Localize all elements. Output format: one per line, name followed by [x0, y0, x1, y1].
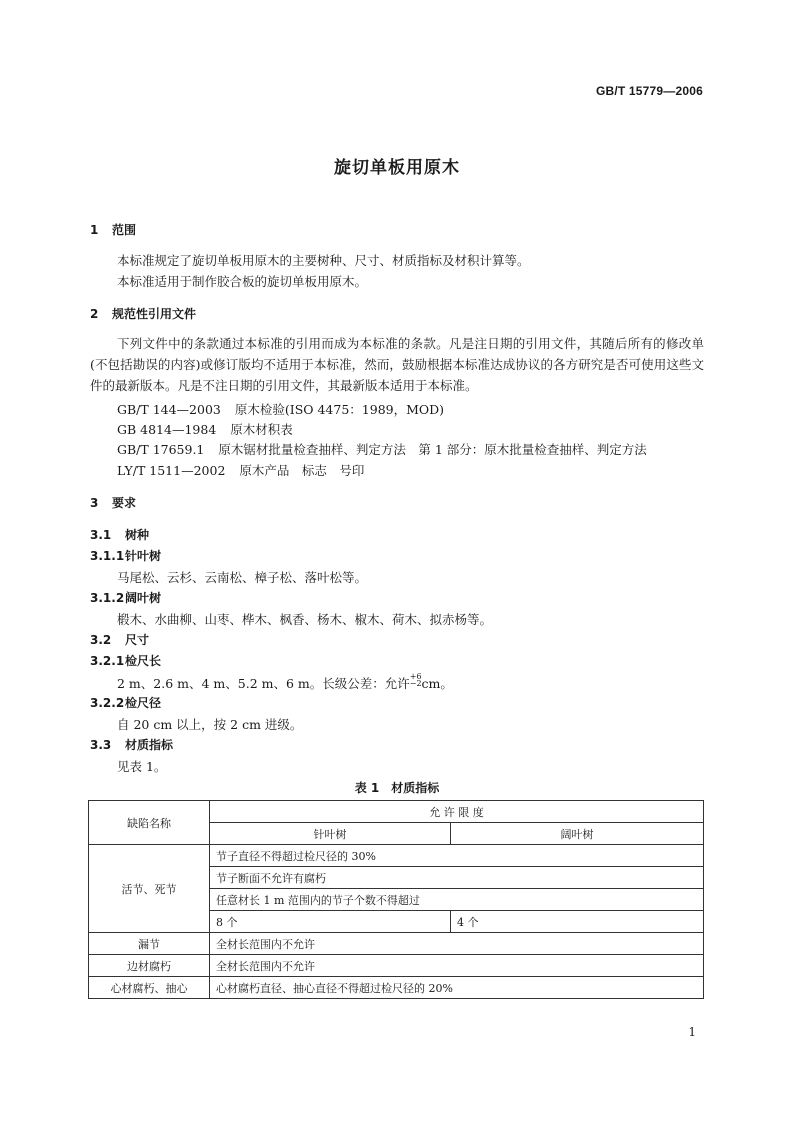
section-title: 针叶树: [125, 549, 162, 563]
knots-broadleaf-count: 4 个: [451, 911, 704, 933]
section-title: 阔叶树: [125, 591, 162, 605]
section-title: 尺寸: [125, 633, 150, 647]
conifer-species-text: 马尾松、云杉、云南松、樟子松、落叶松等。: [117, 570, 368, 585]
section-1-heading: [90, 221, 136, 238]
table-row: [89, 977, 704, 999]
table-row: [89, 845, 704, 867]
diameter-text: 自 20 cm 以上，按 2 cm 进级。: [117, 717, 303, 732]
table-title: 表 1 材质指标: [354, 781, 440, 795]
header-conifer: 针叶树: [210, 823, 451, 845]
header-defect-name: 缺陷名称: [89, 801, 210, 845]
length-tolerance: [410, 673, 422, 687]
knots-conifer-count: 8 个: [210, 911, 451, 933]
length-text: [117, 673, 453, 692]
heartwood-rot-label: 心材腐朽、抽心: [89, 977, 210, 999]
reference-item: [117, 400, 444, 418]
reference-item: [117, 420, 293, 438]
tolerance-minus: −2: [409, 679, 422, 688]
section-title: 检尺径: [125, 696, 162, 710]
section-3-1-2-heading: [90, 589, 161, 606]
length-spec: 2 m、2.6 m、4 m、5.2 m、6 m。长级公差：允许: [117, 676, 410, 691]
section-3-2-2-heading: [90, 694, 161, 711]
page-number: 1: [688, 1025, 696, 1039]
reference-item: [117, 440, 647, 458]
heartwood-rot-value: 心材腐朽直径、抽心直径不得超过检尺径的 20%: [210, 977, 704, 999]
sapwood-rot-value: 全材长范围内不允许: [210, 955, 704, 977]
table-row: [89, 955, 704, 977]
scope-paragraph-2: 本标准适用于制作胶合板的旋切单板用原木。: [117, 274, 368, 289]
knots-rule-2: 节子断面不允许有腐朽: [210, 867, 704, 889]
quality-reference-text: 见表 1。: [117, 759, 167, 774]
reference-code: LY/T 1511—2002: [117, 463, 226, 478]
section-number: 3.3: [90, 738, 112, 752]
references-intro: 下列文件中的条款通过本标准的引用而成为本标准的条款。凡是注日期的引用文件，其随后所有的修改单(不包括勘误的内容)或修订版均不适用于本标准，然而，鼓励根据本标准达成协议的各方研究是否可使用这些文件的最新版本。凡是不注日期的引用文件，其最新版本适用于本标准。: [90, 336, 704, 393]
section-title: 范围: [112, 223, 137, 237]
table-row: [89, 801, 704, 823]
section-3-2-1-heading: [90, 652, 161, 669]
section-number: 3.1.2: [90, 591, 125, 605]
leak-label: 漏节: [89, 933, 210, 955]
section-number: 3.2.1: [90, 654, 125, 668]
length-unit: cm。: [421, 676, 453, 691]
header-broadleaf: 阔叶树: [451, 823, 704, 845]
section-3-heading: [90, 494, 136, 511]
sapwood-rot-label: 边材腐朽: [89, 955, 210, 977]
knots-rule-3: 任意材长 1 m 范围内的节子个数不得超过: [210, 889, 704, 911]
knots-label: 活节、死节: [89, 845, 210, 933]
section-title: 检尺长: [125, 654, 162, 668]
section-number: 2: [90, 307, 99, 321]
header-allow-limit: 允 许 限 度: [210, 801, 704, 823]
section-number: 3.1.1: [90, 549, 125, 563]
knots-rule-1: 节子直径不得超过检尺径的 30%: [210, 845, 704, 867]
reference-code: GB/T 17659.1: [117, 442, 205, 457]
section-2-heading: [90, 305, 196, 322]
section-number: 3.2.2: [90, 696, 125, 710]
reference-title: 原木检验(ISO 4475：1989，MOD): [234, 402, 445, 417]
reference-code: GB 4814—1984: [117, 422, 217, 437]
section-3-1-1-heading: [90, 547, 161, 564]
section-title: 要求: [112, 496, 137, 510]
broadleaf-species-text: 椴木、水曲柳、山枣、桦木、枫香、杨木、椒木、荷木、拟赤杨等。: [117, 612, 493, 627]
section-number: 1: [90, 223, 99, 237]
reference-code: GB/T 144—2003: [117, 402, 221, 417]
reference-item: [117, 461, 364, 479]
section-title: 规范性引用文件: [112, 307, 197, 321]
document-title: 旋切单板用原木: [334, 158, 460, 178]
tolerance-plus: +6: [409, 672, 422, 681]
section-number: 3.2: [90, 633, 112, 647]
section-3-2-heading: [90, 631, 149, 648]
standard-code: GB/T 15779—2006: [595, 84, 703, 98]
quality-table: [88, 800, 704, 999]
section-number: 3: [90, 496, 99, 510]
section-3-3-heading: [90, 736, 173, 753]
section-title: 材质指标: [125, 738, 174, 752]
section-number: 3.1: [90, 528, 112, 542]
section-3-1-heading: [90, 526, 149, 543]
section-title: 树种: [125, 528, 150, 542]
reference-title: 原木材积表: [230, 422, 293, 437]
reference-title: 原木锯材批量检查抽样、判定方法 第 1 部分：原木批量检查抽样、判定方法: [218, 442, 647, 457]
scope-paragraph-1: 本标准规定了旋切单板用原木的主要树种、尺寸、材质指标及材积计算等。: [117, 253, 530, 268]
reference-title: 原木产品 标志 号印: [239, 463, 365, 478]
table-row: [89, 933, 704, 955]
leak-value: 全材长范围内不允许: [210, 933, 704, 955]
